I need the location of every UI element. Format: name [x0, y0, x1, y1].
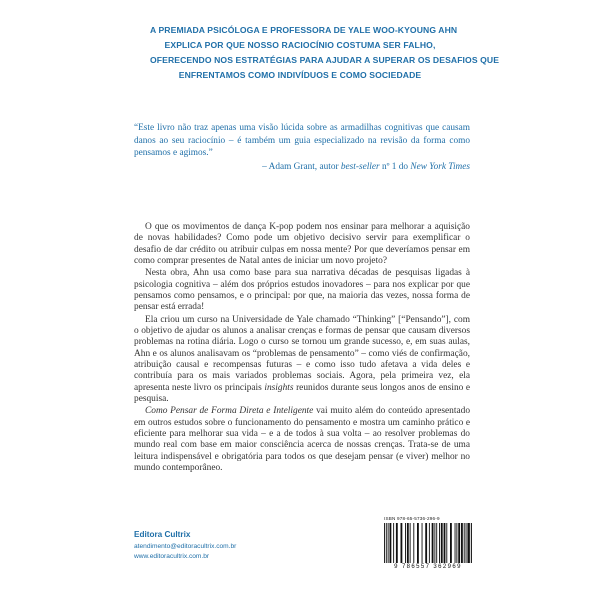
attribution-bestseller: best-seller: [340, 161, 380, 172]
barcode-bar: [466, 523, 467, 563]
paragraph-3-insights: insights: [264, 382, 294, 393]
barcode-bar: [434, 523, 435, 563]
barcode-bar: [425, 523, 427, 563]
book-description: [134, 222, 470, 475]
attribution-prefix: – Adam Grant, autor: [262, 161, 341, 172]
barcode-bar: [436, 523, 437, 563]
headline-line: EXPLICA POR QUE NOSSO RACIOCÍNIO COSTUMA SER FALHO,: [164, 40, 436, 50]
publisher-name: Editora Cultrix: [134, 530, 191, 539]
barcode-bar: [467, 523, 469, 563]
barcode-bar: [401, 523, 403, 563]
barcode-bar: [432, 523, 434, 563]
isbn-label: ISBN 978-65-5736-296-9: [384, 516, 440, 521]
barcode-bar: [422, 523, 423, 563]
barcode-bar: [396, 523, 398, 563]
headline-line: OFERECENDO NOS ESTRATÉGIAS PARA AJUDAR A SUPERAR OS DESAFIOS QUE: [150, 55, 500, 65]
paragraph-3-text: Ela criou um curso na Universidade de Yale chamado “Thinking” [“Pensando”], com o objetivo de ajudar os alunos a analisar crenças e formas de pensar que causam diversos problemas na rotina diária. Logo o curso se tornou um grande sucesso, e, em suas aulas, Ahn e os alunos analisavam os “problemas de pensamento” – como viés de confirmação, atribuição causal e recompensas futuras – e como isso tudo afetava a vida deles e contribuía para os mais variados problemas sociais. Agora, pela primeira vez, ela apresenta neste livro os principais: [134, 314, 470, 393]
barcode-number: 9 786557 362969: [394, 564, 462, 570]
attribution-newspaper: New York Times: [410, 161, 470, 172]
barcode-bar: [446, 523, 447, 563]
description-paragraph-4: [134, 406, 470, 474]
endorsement-quote: [134, 122, 470, 173]
barcode-bar: [455, 523, 456, 563]
quote-attribution: [134, 161, 470, 174]
publisher-info: [134, 530, 236, 562]
barcode-bar: [471, 523, 472, 563]
publisher-website: www.editoracultrix.com.br: [134, 553, 210, 560]
barcode-bar: [450, 523, 452, 563]
description-paragraph-3: [134, 315, 470, 405]
barcode-bar: [429, 523, 430, 563]
barcode-bar: [417, 523, 419, 563]
barcode-bar: [388, 523, 389, 563]
barcode-bar: [405, 523, 406, 563]
paragraph-4-text: vai muito além do conteúdo apresentado em outros estudos sobre o funcionamento do pensamento e mostra um caminho prático e eficiente para melhorar sua vida – e a de todos à sua volta – ao resolver problemas do mundo real com base em maior consciência acerca de nossas crenças. Trata-se de uma leitura indispensável e obrigatória para todos os que desejam pensar (e viver) melhor no mundo contemporâneo.: [134, 406, 471, 473]
barcode-bar: [386, 523, 387, 563]
barcode-bar: [413, 523, 414, 563]
barcode-bar: [441, 523, 443, 563]
publisher-email: atendimento@editoracultrix.com.br: [134, 543, 237, 550]
barcode-bar: [469, 523, 470, 563]
barcode-bar: [390, 523, 392, 563]
barcode-bar: [410, 523, 411, 563]
barcode-bar: [393, 523, 394, 563]
book-title-italic: Como Pensar de Forma Direta e Inteligente: [145, 406, 314, 417]
barcode-bar: [464, 523, 465, 563]
barcode-bar: [461, 523, 463, 563]
barcode-bar: [456, 523, 457, 563]
headline-line: A PREMIADA PSICÓLOGA E PROFESSORA DE YALE WOO-KYOUNG AHN: [150, 25, 458, 35]
headline-line: ENFRENTAMOS COMO INDIVÍDUOS E COMO SOCIEDADE: [178, 70, 422, 80]
barcode-bar: [439, 523, 440, 563]
barcode-bar: [458, 523, 460, 563]
description-paragraph-2: Nesta obra, Ahn usa como base para sua narrativa décadas de pesquisas ligadas à psicologia cognitiva – além dos próprios estudos inovadores – para nos explicar por que pensamos como pensamos, e o principal: por que, na maioria das vezes, nossa forma de pensar está errada!: [134, 268, 470, 313]
description-paragraph-1: O que os movimentos de dança K-pop podem nos ensinar para melhorar a aquisição de novas habilidades? Como pode um objetivo decisivo servir para exemplificar o desafio de dar crédito ou atribuir culpas em nossa mente? Por que deveríamos pensar em como comprar presentes de Natal antes de iniciar um novo projeto?: [134, 222, 470, 266]
barcode-bar: [384, 523, 385, 563]
attribution-middle: nº 1 do: [379, 161, 411, 172]
barcode-bar: [444, 523, 446, 563]
back-cover-headline: [150, 23, 500, 83]
quote-text: “Este livro não traz apenas uma visão lúcida sobre as armadilhas cognitivas que causam danos ao seu raciocínio – é também um guia especializado na revisão da forma como pensamos e agimos.”: [134, 123, 470, 159]
paragraph-3-end: reunidos durante seus longos anos de ensino e pesquisa.: [134, 382, 471, 404]
barcode-bar: [407, 523, 409, 563]
isbn-block: [384, 516, 472, 570]
barcode: [384, 523, 472, 563]
